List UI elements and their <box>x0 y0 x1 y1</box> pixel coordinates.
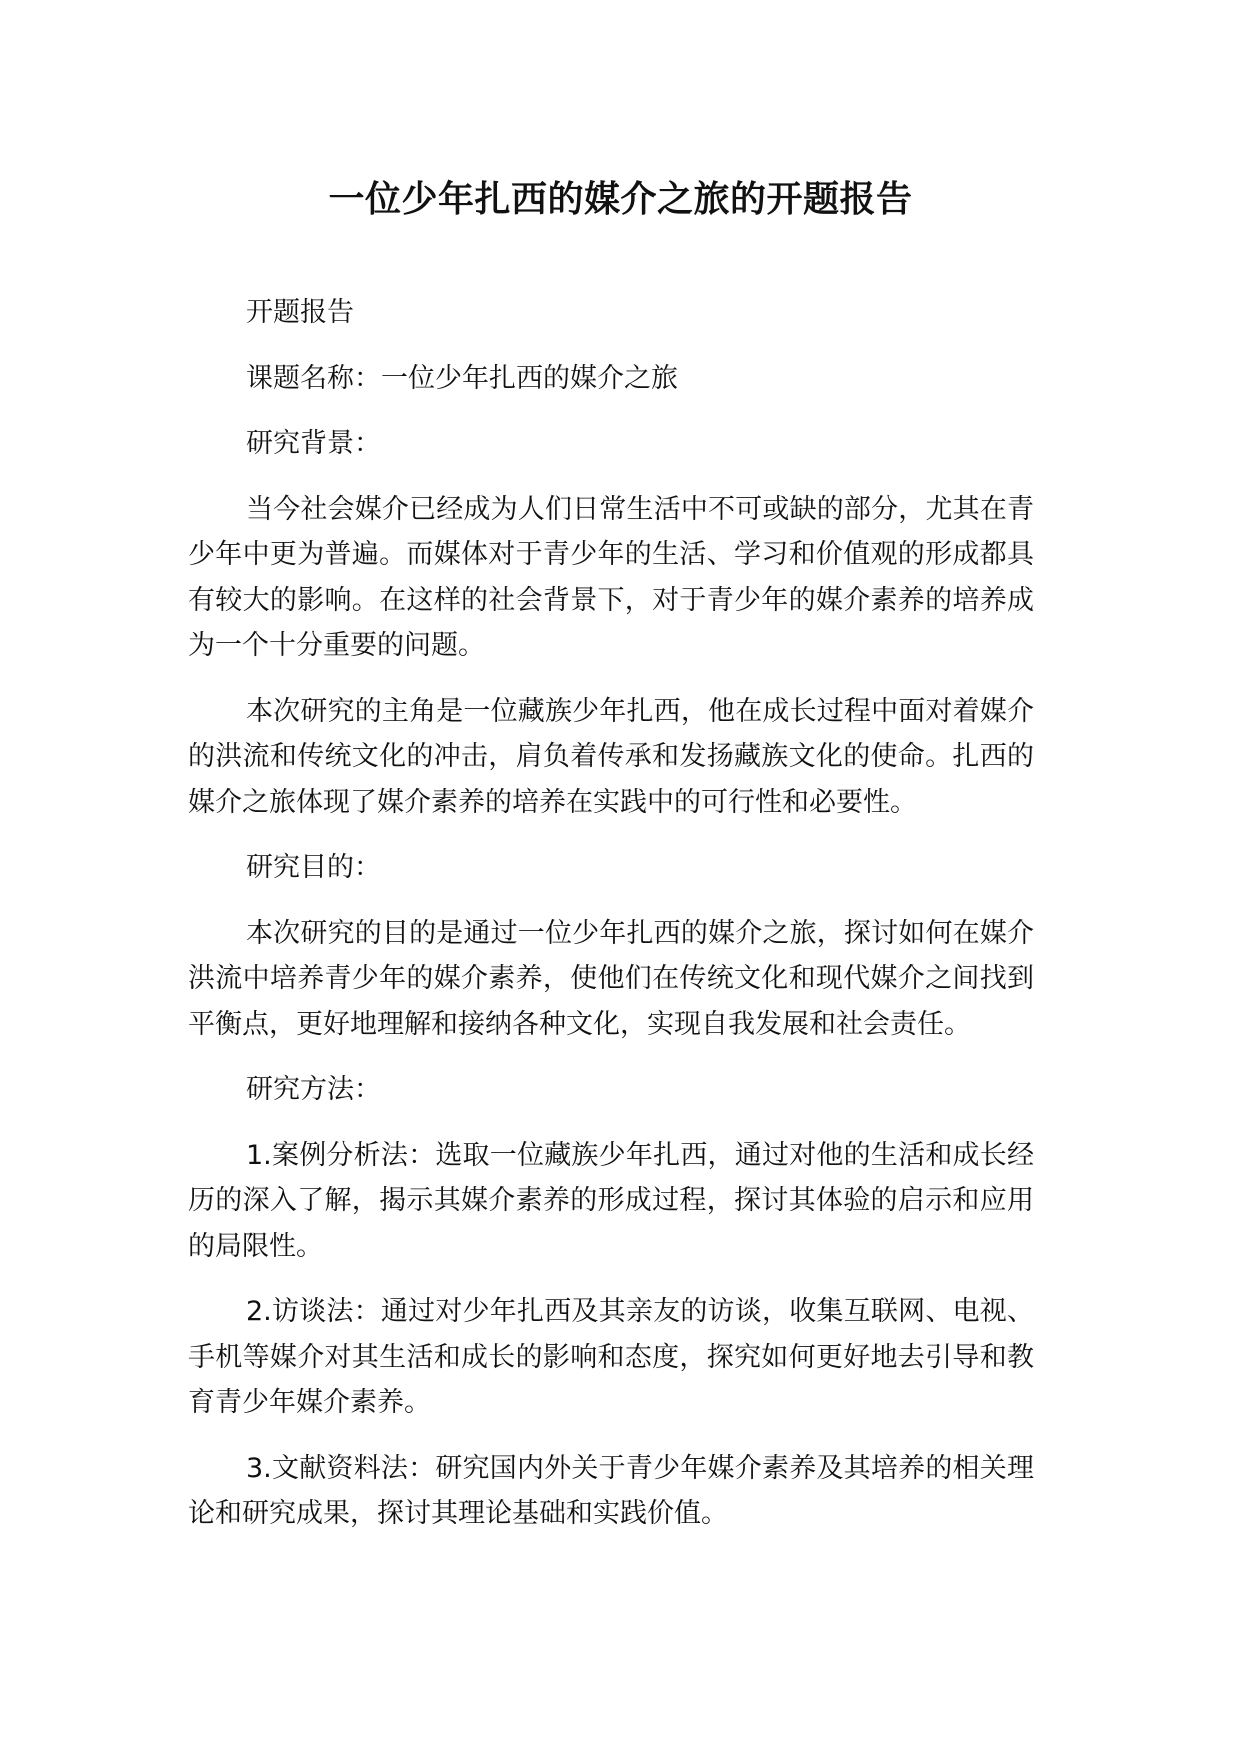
paragraph-background-2: 本次研究的主角是一位藏族少年扎西，他在成长过程中面对着媒介的洪流和传统文化的冲击，肩负着传承和发扬藏族文化的使命。扎西的媒介之旅体现了媒介素养的培养在实践中的可行性和必要性。 <box>188 695 1034 818</box>
paragraph-background-1: 当今社会媒介已经成为人们日常生活中不可或缺的部分，尤其在青少年中更为普遍。而媒体对于青少年的生活、学习和价值观的形成都具有较大的影响。在这样的社会背景下，对于青少年的媒介素养的培养成为一个十分重要的问题。 <box>188 493 1034 661</box>
method-item-interview: 2.访谈法：通过对少年扎西及其亲友的访谈，收集互联网、电视、手机等媒介对其生活和成长的影响和态度，探究如何更好地去引导和教育青少年媒介素养。 <box>188 1296 1034 1418</box>
heading-research-method: 研究方法： <box>246 1074 381 1105</box>
document-title: 一位少年扎西的媒介之旅的开题报告 <box>328 179 913 220</box>
method-item-case-analysis: 1.案例分析法：选取一位藏族少年扎西，通过对他的生活和成长经历的深入了解，揭示其媒介素养的形成过程，探讨其体验的启示和应用的局限性。 <box>188 1139 1034 1262</box>
heading-research-background: 研究背景： <box>246 428 381 459</box>
section-label-report: 开题报告 <box>246 297 354 328</box>
heading-research-purpose: 研究目的： <box>246 852 381 883</box>
method-item-literature: 3.文献资料法：研究国内外关于青少年媒介素养及其培养的相关理论和研究成果，探讨其理论基础和实践价值。 <box>188 1452 1034 1529</box>
topic-name-line: 课题名称：一位少年扎西的媒介之旅 <box>246 362 678 394</box>
paragraph-purpose: 本次研究的目的是通过一位少年扎西的媒介之旅，探讨如何在媒介洪流中培养青少年的媒介素养，使他们在传统文化和现代媒介之间找到平衡点，更好地理解和接纳各种文化，实现自我发展和社会责任。 <box>188 917 1034 1040</box>
document-body <box>188 290 1034 1557</box>
